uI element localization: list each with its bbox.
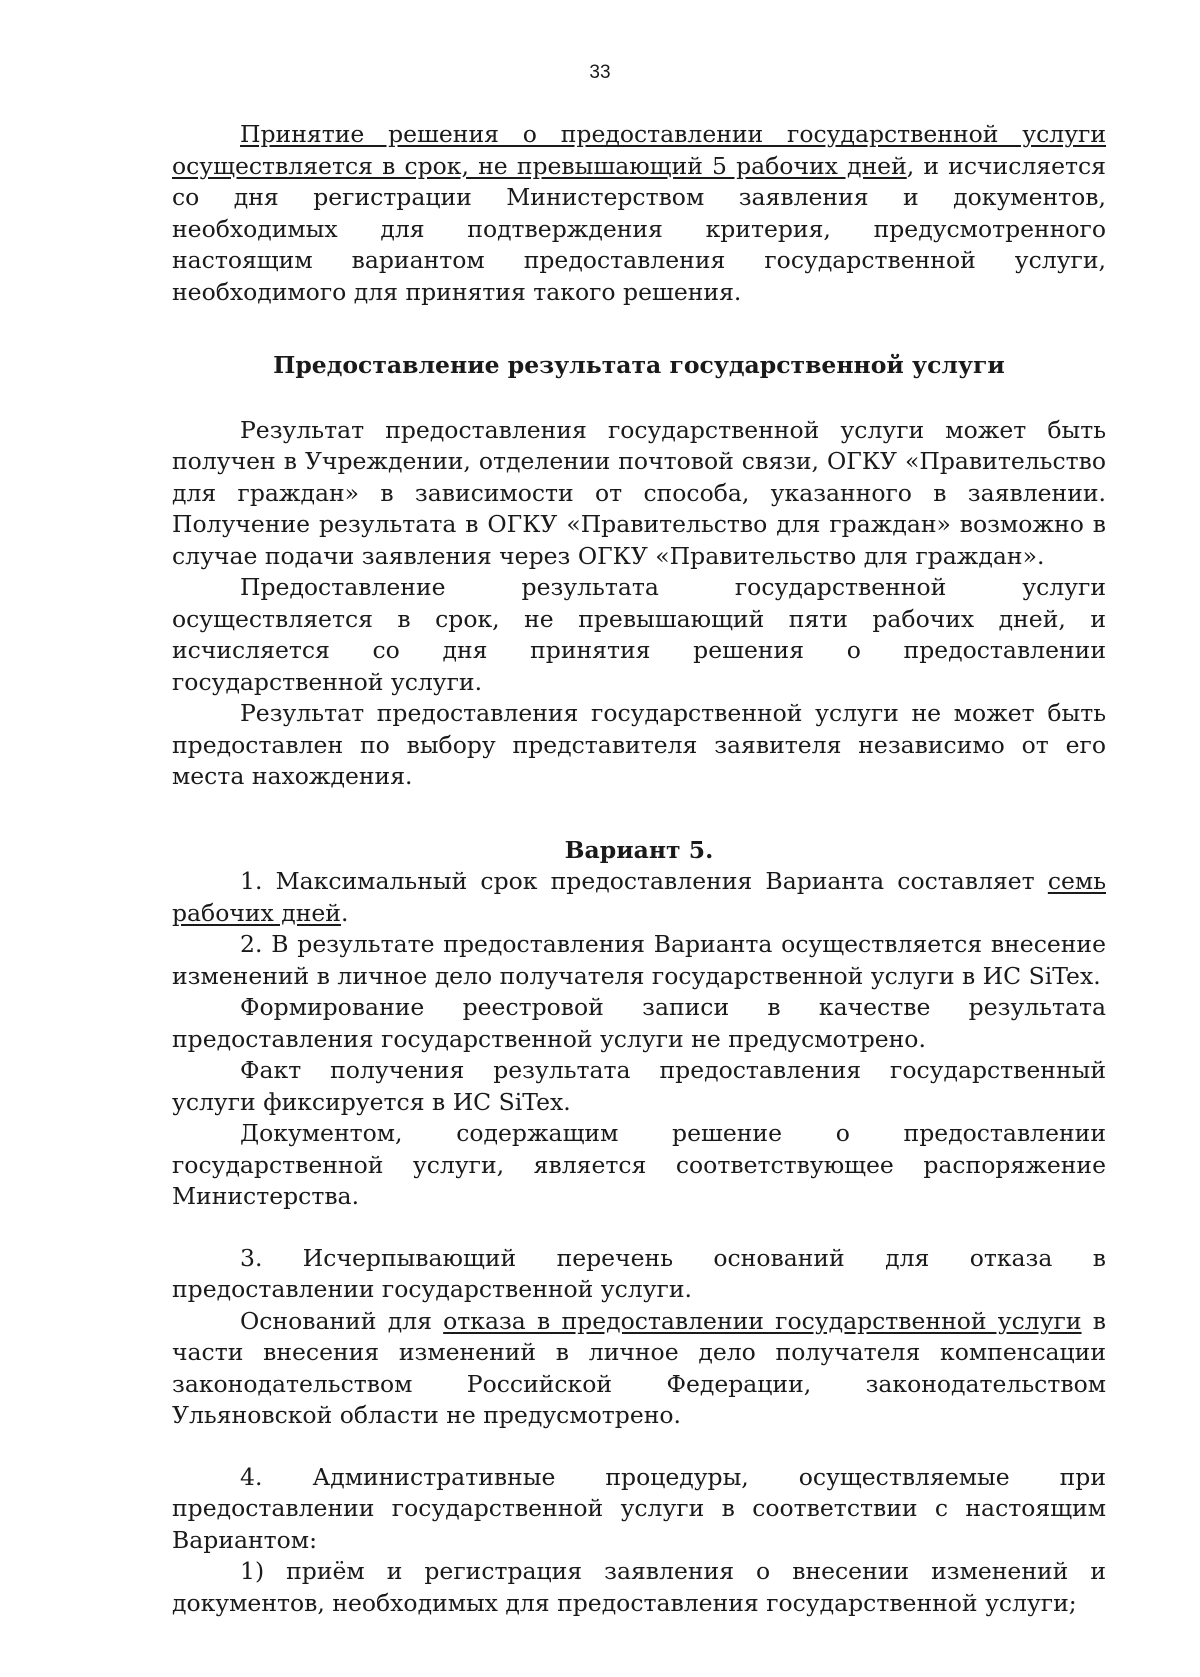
paragraph-result-term: Предоставление результата государственной услуги осуществляется в срок, не превышающий пяти рабочих дней, и исчисляется со дня принятия решения о предоставлении государственной услуги. [172,573,1106,696]
page-number: 33 [589,62,611,83]
paragraph-refusal-grounds: 3. Исчерпывающий перечень оснований для отказа в предоставлении государственной услуги. [172,1243,1106,1303]
paragraph-decision-document: Документом, содержащим решение о предоставлении государственной услуги, является соответствующее распоряжение Министерства. [172,1119,1106,1210]
decision-term-rest: , и исчисляется со дня регистрации Министерством заявления и документов, необходимых для подтверждения критерия, предусмотренного настоящим вариантом предоставления государственной услуги, необходимого для принятия такого решения. [172,151,1107,306]
paragraph-max-term [172,866,1106,929]
paragraph-admin-procedures: 4. Административные процедуры, осуществляемые при предоставлении государственной услуги в соответствии с настоящим Вариантом: [172,1462,1106,1554]
document-body [172,119,1106,1619]
paragraph-result-fact: Факт получения результата предоставления государственный услуги фиксируется в ИС SiTex. [172,1056,1106,1116]
paragraph-registry-record: Формирование реестровой записи в качестве результата предоставления государственной услуги не предусмотрено. [172,993,1106,1053]
no-refusal-before: Оснований для [240,1306,444,1335]
max-term-before: 1. Максимальный срок предоставления Варианта составляет [240,867,1048,895]
section-heading-variant-5: Вариант 5. [564,835,714,864]
paragraph-procedure-1: 1) приём и регистрация заявления о внесении изменений и документов, необходимых для предоставления государственной услуги; [172,1557,1106,1617]
underlined-refusal: отказа в предоставлении государственной услуги [443,1306,1082,1335]
section-heading-result: Предоставление результата государственной услуги [273,351,1005,379]
paragraph-result-representative: Результат предоставления государственной услуги не может быть предоставлен по выбору представителя заявителя независимо от его места нахождения. [172,699,1106,790]
paragraph-decision-term [172,119,1106,308]
paragraph-no-refusal [172,1306,1106,1432]
max-term-after: . [340,898,349,927]
paragraph-variant-result: 2. В результате предоставления Варианта осуществляется внесение изменений в личное дело получателя государственной услуги в ИС SiTex. [172,930,1106,990]
no-refusal-after: в части внесения изменений в личное дело получателя компенсации законодательством Российской Федерации, законодательством Ульяновской области не предусмотрено. [172,1306,1106,1429]
paragraph-result-channels: Результат предоставления государственной услуги может быть получен в Учреждении, отделении почтовой связи, ОГКУ «Правительство для граждан» в зависимости от способа, указанного в заявлении. Получение результата в ОГКУ «Правительство для граждан» возможно в случае подачи заявления через ОГКУ «Правительство для граждан». [172,415,1106,570]
underlined-decision-term: Принятие решения о предоставлении государственной услуги осуществляется в срок, не превышающий 5 рабочих дней [172,120,1106,180]
underlined-seven-days: семь рабочих дней [172,867,1106,927]
